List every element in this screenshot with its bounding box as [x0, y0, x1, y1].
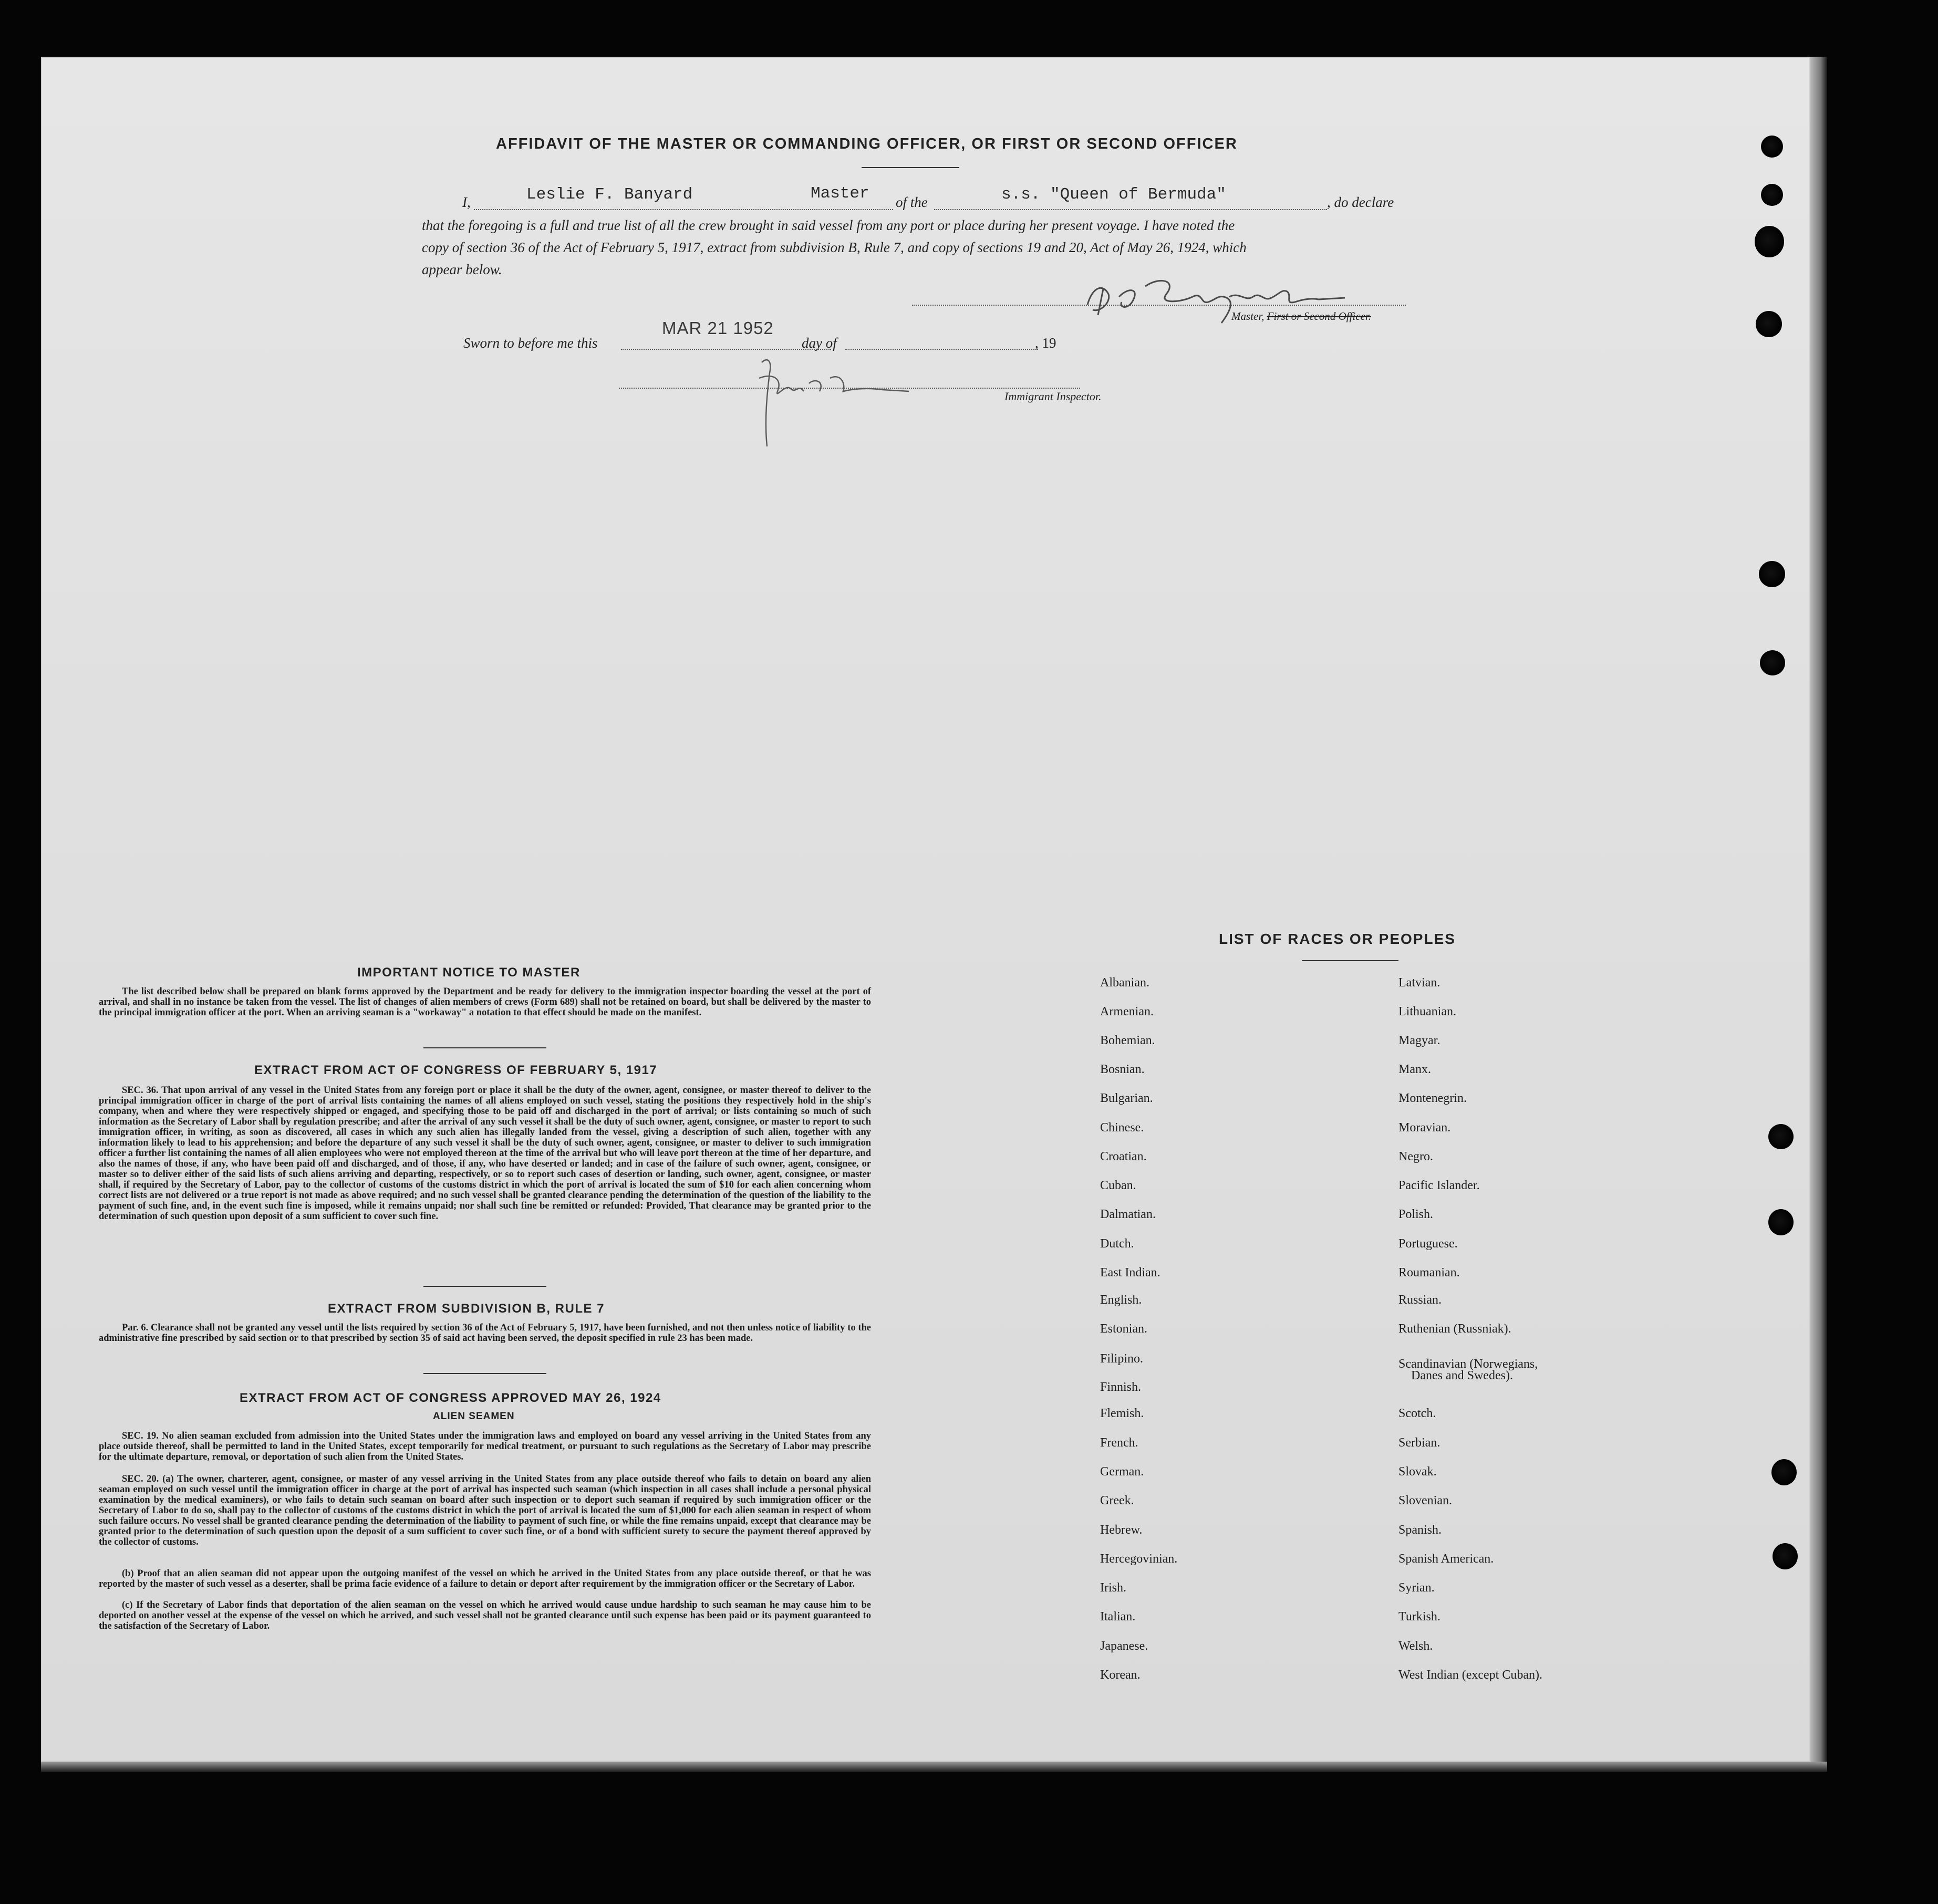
race-item: Ruthenian (Russniak).	[1398, 1322, 1511, 1336]
punch-hole	[1771, 1459, 1797, 1485]
race-item: Irish.	[1100, 1581, 1126, 1595]
race-item: Dalmatian.	[1100, 1208, 1156, 1221]
race-item: Korean.	[1100, 1668, 1141, 1682]
race-item: Latvian.	[1398, 976, 1440, 990]
officer-caption	[1231, 310, 1371, 323]
race-item: Dutch.	[1100, 1237, 1134, 1251]
divider	[423, 1286, 546, 1287]
punch-hole	[1755, 226, 1784, 257]
sec20a-body: SEC. 20. (a) The owner, charterer, agent, consignee, or master of any vessel arriving in the United States from any place outside thereof who fails to detain on board any alien seaman employed on such vessel until the immigration officer in charge at the port of arrival has inspected such seaman (which inspection in all cases shall include a personal physical examination by the medical examiners), or who fails to detain such seaman on board after such inspection or to deport such seaman if required by such immigration officer or the Secretary of Labor to do so, shall pay to the collector of customs of the customs district in which the port of arrival is located the sum of $1,000 for each alien seaman in respect of whom such failure occurs. No vessel shall be granted clearance pending the determination of the liability to payment of such fine, or while the fine remains unpaid, except that clearance may be granted prior to the determination of such question upon the deposit of a sum sufficient to cover such fine, or of a bond with sufficient surety to secure the payment thereof approved by the collector of customs.	[99, 1474, 871, 1547]
race-item: French.	[1100, 1436, 1138, 1450]
race-item: Scotch.	[1398, 1407, 1436, 1420]
vessel-name: s.s. "Queen of Bermuda"	[1001, 185, 1226, 204]
race-item: Manx.	[1398, 1063, 1431, 1076]
officer-caption-prefix: Master,	[1231, 310, 1267, 322]
race-item: Polish.	[1398, 1208, 1434, 1221]
race-item: Slovak.	[1398, 1465, 1437, 1479]
officer-caption-suffix: or Second Officer.	[1288, 310, 1371, 322]
officer-rank: Master	[811, 184, 869, 203]
sec20b-body: (b) Proof that an alien seaman did not appear upon the outgoing manifest of the vessel on which he arrived in the United States from any place outside thereof, or that he was reported by the master of such vessel as a deserter, shall be prima facie evidence of a failure to detain or deport after requirement by the immigration officer or the Secretary of Labor.	[99, 1568, 871, 1589]
race-item: Bosnian.	[1100, 1063, 1145, 1076]
race-item: Portuguese.	[1398, 1237, 1458, 1251]
of-the-label: of the	[896, 194, 928, 210]
notice-body: The list described below shall be prepared on blank forms approved by the Department and be ready for delivery to the immigration inspector boarding the vessel at the port of arrival, and shall in no instance be taken from the vessel. The list of changes of alien members of crews (Form 689) shall not be retained on board, but shall be delivered by the master to the principal immigration officer at the port. When an arriving seaman is a "workaway" a notation to that effect should be made on the manifest.	[99, 986, 871, 1018]
affidavit-line-3: copy of section 36 of the Act of February 5, 1917, extract from subdivision B, Rule 7, and copy of sections 19 and 20, Act of May 26, 1924, which	[422, 240, 1247, 255]
race-item: Syrian.	[1398, 1581, 1435, 1595]
page-bottom-shadow	[41, 1762, 1827, 1772]
inspector-caption: Immigrant Inspector.	[1004, 390, 1102, 403]
extract-1924-title: EXTRACT FROM ACT OF CONGRESS APPROVED MAY 26, 1924	[240, 1391, 661, 1405]
extract-1917-body: SEC. 36. That upon arrival of any vessel in the United States from any foreign port or place it shall be the duty of the owner, agent, consignee, or master thereof to deliver to the principal immigration officer in charge of the port of arrival lists containing the names of all aliens employed on such vessel, stating the positions they respectively hold in the ship's company, when and where they were respectively shipped or engaged, and specifying those to be paid off and discharged in the port of arrival; or lists containing so much of such information as the Secretary of Labor shall by regulation prescribe; and after the arrival of any such vessel it shall be the duty of such owner, agent, consignee, or master to report to such immigration officer, in writing, as soon as discovered, all cases in which any such alien has illegally landed from the vessel, giving a description of such alien, together with any information likely to lead to his apprehension; and before the departure of any such vessel it shall be the duty of such owner, agent, consignee, or master to deliver to such immigration officer a further list containing the names of all alien employees who were not employed thereon at the time of the arrival but who will leave port thereon at the time of her departure, and also the names of those, if any, who have been paid off and discharged, and of those, if any, who have deserted or landed; and in case of the failure of such owner, agent, consignee, or master so to deliver either of the said lists of such aliens arriving and departing, respectively, or so to report such cases of desertion or landing, such owner, agent, consignee, or master shall, if required by the Secretary of Labor, pay to the collector of customs of the customs district in which the port of arrival is located the sum of $10 for each alien concerning whom correct lists are not delivered or a true report is not made as above required; and no such vessel shall be granted clearance pending the determination of the question of the liability to the payment of such fine, and, in the event such fine is imposed, while it remains unpaid; nor shall such fine be remitted or refunded: Provided, That clearance may be granted prior to the determination of such question upon deposit of a sum sufficient to cover such fine.	[99, 1085, 871, 1222]
sworn-label: Sworn to before me this	[463, 335, 598, 351]
race-item: Roumanian.	[1398, 1266, 1460, 1279]
punch-hole	[1760, 650, 1785, 675]
race-item: Armenian.	[1100, 1005, 1154, 1018]
sec19-body: SEC. 19. No alien seaman excluded from admission into the United States under the immigration laws and employed on board any vessel arriving in the United States from any place outside thereof, shall be permitted to land in the United States, except temporarily for medical treatment, or pursuant to such regulations as the Secretary of Labor may prescribe for the ultimate departure, removal, or deportation of such alien from the United States.	[99, 1431, 871, 1462]
race-item: West Indian (except Cuban).	[1398, 1668, 1542, 1682]
vessel-field-line	[934, 209, 1327, 210]
race-item: Moravian.	[1398, 1121, 1451, 1135]
race-item: Turkish.	[1398, 1610, 1440, 1624]
race-item: Estonian.	[1100, 1322, 1147, 1336]
race-item: Italian.	[1100, 1610, 1136, 1624]
race-item: German.	[1100, 1465, 1144, 1479]
race-item: Magyar.	[1398, 1034, 1440, 1047]
race-item: Pacific Islander.	[1398, 1179, 1480, 1192]
master-name: Leslie F. Banyard	[526, 185, 693, 204]
race-item-scandinavian-cont: Danes and Swedes).	[1411, 1369, 1513, 1382]
punch-hole	[1773, 1543, 1798, 1569]
affidavit-title-rule	[862, 167, 959, 168]
race-item: Japanese.	[1100, 1639, 1148, 1653]
race-item: Spanish.	[1398, 1523, 1442, 1537]
rule7-body: Par. 6. Clearance shall not be granted any vessel until the lists required by section 36 of the Act of February 5, 1917, have been furnished, and not then unless notice of liability to the administrative fine prescribed by said section or to that prescribed by section 35 of said act having been served, the deposit specified in rule 23 has been made.	[99, 1323, 871, 1344]
race-item: Russian.	[1398, 1293, 1442, 1307]
affidavit-pronoun: I,	[462, 194, 471, 210]
race-item: Filipino.	[1100, 1352, 1144, 1366]
year-label: , 19	[1035, 335, 1056, 351]
race-item: English.	[1100, 1293, 1142, 1307]
race-item: Greek.	[1100, 1494, 1134, 1507]
race-item: Croatian.	[1100, 1150, 1147, 1163]
race-item: Slovenian.	[1398, 1494, 1452, 1507]
race-item: Hercegovinian.	[1100, 1552, 1178, 1566]
punch-hole	[1768, 1124, 1794, 1149]
divider	[423, 1047, 546, 1048]
race-item: Albanian.	[1100, 976, 1149, 990]
affidavit-title: AFFIDAVIT OF THE MASTER OR COMMANDING OFFICER, OR FIRST OR SECOND OFFICER	[496, 136, 1238, 152]
name-field-line	[474, 209, 893, 210]
race-item: Montenegrin.	[1398, 1091, 1467, 1105]
race-item: Bulgarian.	[1100, 1091, 1153, 1105]
punch-hole	[1756, 311, 1782, 337]
race-item: Bohemian.	[1100, 1034, 1155, 1047]
race-item: Chinese.	[1100, 1121, 1144, 1135]
extract-1924-subtitle: ALIEN SEAMEN	[433, 1411, 515, 1422]
extract-1917-title: EXTRACT FROM ACT OF CONGRESS OF FEBRUARY 5, 1917	[254, 1063, 658, 1077]
punch-hole	[1761, 136, 1783, 158]
race-item: Finnish.	[1100, 1380, 1142, 1394]
race-item: East Indian.	[1100, 1266, 1160, 1279]
race-item: Flemish.	[1100, 1407, 1144, 1420]
punch-hole	[1761, 184, 1783, 206]
race-item: Spanish American.	[1398, 1552, 1494, 1566]
day-of-label: day of	[802, 335, 837, 351]
master-signature	[1072, 265, 1366, 334]
race-item: Cuban.	[1100, 1179, 1136, 1192]
officer-caption-struck: First	[1267, 310, 1289, 322]
affidavit-line-2: that the foregoing is a full and true list of all the crew brought in said vessel from any port or place during her present voyage. I have noted the	[422, 217, 1235, 233]
punch-hole	[1759, 561, 1785, 587]
race-item: Serbian.	[1398, 1436, 1440, 1450]
race-item: Lithuanian.	[1398, 1005, 1456, 1018]
do-declare-label: , do declare	[1327, 194, 1394, 210]
divider	[423, 1373, 546, 1374]
races-title: LIST OF RACES OR PEOPLES	[1219, 931, 1456, 947]
punch-hole	[1768, 1209, 1794, 1235]
race-item: Negro.	[1398, 1150, 1433, 1163]
page-edge-shadow	[1810, 57, 1827, 1762]
race-item: Welsh.	[1398, 1639, 1433, 1653]
rule7-title: EXTRACT FROM SUBDIVISION B, RULE 7	[328, 1302, 605, 1316]
races-title-rule	[1302, 960, 1398, 961]
stamped-date: MAR 21 1952	[662, 318, 774, 338]
race-item: Hebrew.	[1100, 1523, 1143, 1537]
sec20c-body: (c) If the Secretary of Labor finds that deportation of the alien seaman on the vessel on which he arrived would cause undue hardship to such seaman he may cause him to be deported on another vessel at the expense of the vessel on which he arrived, and such vessel shall not be granted clearance until such expense has been paid or its payment guaranteed to the satisfaction of the Secretary of Labor.	[99, 1600, 871, 1631]
race-item: Scandinavian (Norwegians,	[1398, 1357, 1538, 1371]
affidavit-line-4: appear below.	[422, 262, 502, 277]
notice-title: IMPORTANT NOTICE TO MASTER	[357, 965, 581, 980]
inspector-signature	[735, 341, 925, 452]
